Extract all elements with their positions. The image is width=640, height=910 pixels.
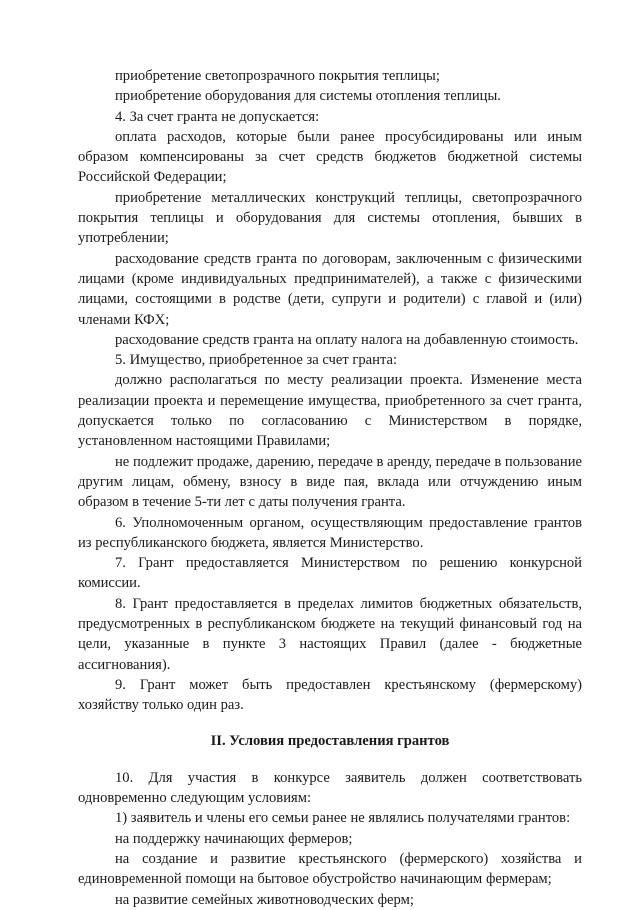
paragraph: расходование средств гранта по договорам, заключенным с физическими лицами (кроме индивидуальных предпринимателей), а также с физическими лицами, состоящими в родстве (дети, супруги и родители) с главой и (или) членами КФХ;: [78, 250, 582, 328]
section-heading: II. Условия предоставления грантов: [210, 732, 450, 749]
clause-10: 10. Для участия в конкурсе заявитель должен соответствовать одновременно следующим условиям:: [78, 769, 582, 807]
paragraph: должно располагаться по месту реализации проекта. Изменение места реализации проекта и перемещение имущества, приобретенного за счет гранта, допускается только по согласованию с Министерством в порядке, установленном настоящими Правилами;: [78, 372, 582, 450]
document-page: [78, 66, 582, 910]
paragraph: приобретение металлических конструкций теплицы, светопрозрачного покрытия теплицы и оборудования для системы отопления, бывших в употреблении;: [78, 189, 582, 247]
paragraph: не подлежит продаже, дарению, передаче в аренду, передаче в пользование другим лицам, обмену, взносу в виде пая, вклада или отчуждению иным образом в течение 5-ти лет с даты получения гранта.: [78, 453, 582, 511]
subclause-1: 1) заявитель и члены его семьи ранее не являлись получателями грантов:: [115, 810, 571, 827]
clause-6: 6. Уполномоченным органом, осуществляющим предоставление грантов из республиканского бюджета, является Министерство.: [78, 514, 582, 551]
paragraph: расходование средств гранта на оплату налога на добавленную стоимость.: [115, 331, 579, 348]
paragraph: приобретение светопрозрачного покрытия теплицы;: [115, 68, 440, 84]
clause-9: 9. Грант может быть предоставлен крестьянскому (фермерскому) хозяйству только один раз.: [78, 676, 582, 714]
paragraph: на создание и развитие крестьянского (фермерского) хозяйства и единовременной помощи на бытовое обустройство начинающим фермерам;: [78, 850, 582, 888]
paragraph: на развитие семейных животноводческих ферм;: [115, 891, 414, 908]
paragraph: на поддержку начинающих фермеров;: [115, 830, 353, 847]
clause-4: 4. За счет гранта не допускается:: [115, 108, 320, 125]
clause-7: 7. Грант предоставляется Министерством по решению конкурсной комиссии.: [78, 555, 582, 592]
clause-5: 5. Имущество, приобретенное за счет гранта:: [115, 352, 398, 369]
paragraph: приобретение оборудования для системы отопления теплицы.: [115, 88, 501, 105]
clause-8: 8. Грант предоставляется в пределах лимитов бюджетных обязательств, предусмотренных в республиканском бюджете на текущий финансовый год на цели, указанные в пункте 3 настоящих Правил (далее - бюджетные ассигнования).: [78, 595, 582, 673]
paragraph: оплата расходов, которые были ранее просубсидированы или иным образом компенсированы за счет средств бюджетов бюджетной системы Российской Федерации;: [78, 128, 582, 186]
